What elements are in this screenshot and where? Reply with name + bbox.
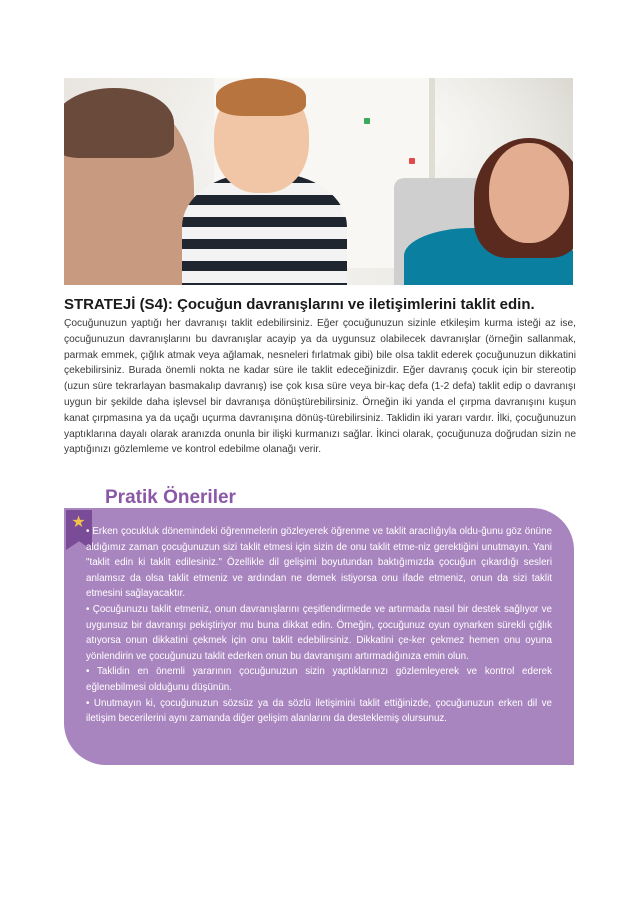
tip-item: • Taklidin en önemli yararının çocuğunuzun sizin yaptıklarınızı gözlemleyerek ve kontrol ederek eğlenebilmesi olduğunu düşünün. xyxy=(86,666,552,693)
tips-heading: Pratik Öneriler xyxy=(105,487,236,508)
strategy-title: STRATEJİ (S4): Çocuğun davranışlarını ve iletişimlerini taklit edin. xyxy=(64,296,535,313)
tips-list xyxy=(86,524,552,727)
tip-item: • Çocuğunuzu taklit etmeniz, onun davranışlarını çeşitlendirmede ve artırmada nasıl bir destek sağlıyor ve uygunsuz bir davranışı pekiştiriyor mu buna dikkat edin. Örneğin, çocuğunuz oyun oynarken sürekli çığlık atıyorsa onun dikkatini çekmek için onu taklit edebilirsiniz. Dikkatini çe-ker çekmez hemen onu oyuna yönlendirin ve çocuğunuzu taklit ederken onun bu davranışını artırmadığınıza emin olun. xyxy=(86,603,552,662)
hero-photo xyxy=(64,78,573,285)
tip-item: • Erken çocukluk dönemindeki öğrenmelerin gözleyerek öğrenme ve taklit aracılığıyla oldu-ğunu göz önüne aldığımız zaman çocuğunuzun sizi taklit etmesi için sizin de onu taklit etme-niz gerektiğini unutmayın. Yani "taklit edin ki taklit edilesiniz." Özellikle dil gelişimi boyutundan baktığımızda çocuğun çıkardığı sesleri anlamsız da olsa taklit etmeniz ve ardından ne demek istiyorsa onu ifade etmeniz, onun da sizi taklit etmesini sağlayacaktır. xyxy=(86,526,552,600)
tip-item: • Unutmayın ki, çocuğunuzun sözsüz ya da sözlü iletişimini taklit ettiğinizde, çocuğunuzun erken dil ve iletişim becerilerini aynı zamanda diğer gelişim alanlarını da desteklemiş olursunuz. xyxy=(86,697,552,725)
star-icon: ★ xyxy=(71,514,86,531)
strategy-body: Çocuğunuzun yaptığı her davranışı taklit edebilirsiniz. Eğer çocuğunuzun sizinle etkileşim kurma isteği az ise, çocuğunuzun davranışlarını bu davranışlar acayip ya da uygunsuz olabilecek davranışlar (örneğin sallanmak, parmak emmek, çığlık atmak veya ağlamak, nesneleri fırlatmak gibi) bile olsa taklit ederek çocuğunuzun dikkatini çekebilirsiniz. Burada önemli nokta ne kadar süre ile taklit edeceğinizdir. Eğer davranış çocuk için bir stereotip (uzun süre tekrarlayan basmakalıp davranış) ise çok kısa süre veya bir-kaç defa (1-2 defa) taklit edip o davranışı uygun bir şekilde daha işlevsel bir davranışa dönüştürebilirsiniz. Örneğin iki yanda el çırpma davranışını kuşun kanat çırpmasına ya da uçağı uçurma davranışına dönüş-türebilirsiniz. Taklidin iki yararı vardır. İlki, çocuğunuzun yaptıklarına dayalı olarak aranızda onunla bir ilişki kurmanızı sağlar. İkinci olarak, çocuğunuza doğrudan sizin ne yaptığınızı gözlemleme ve kontrol edebilme olanağı verir. xyxy=(64,318,576,456)
